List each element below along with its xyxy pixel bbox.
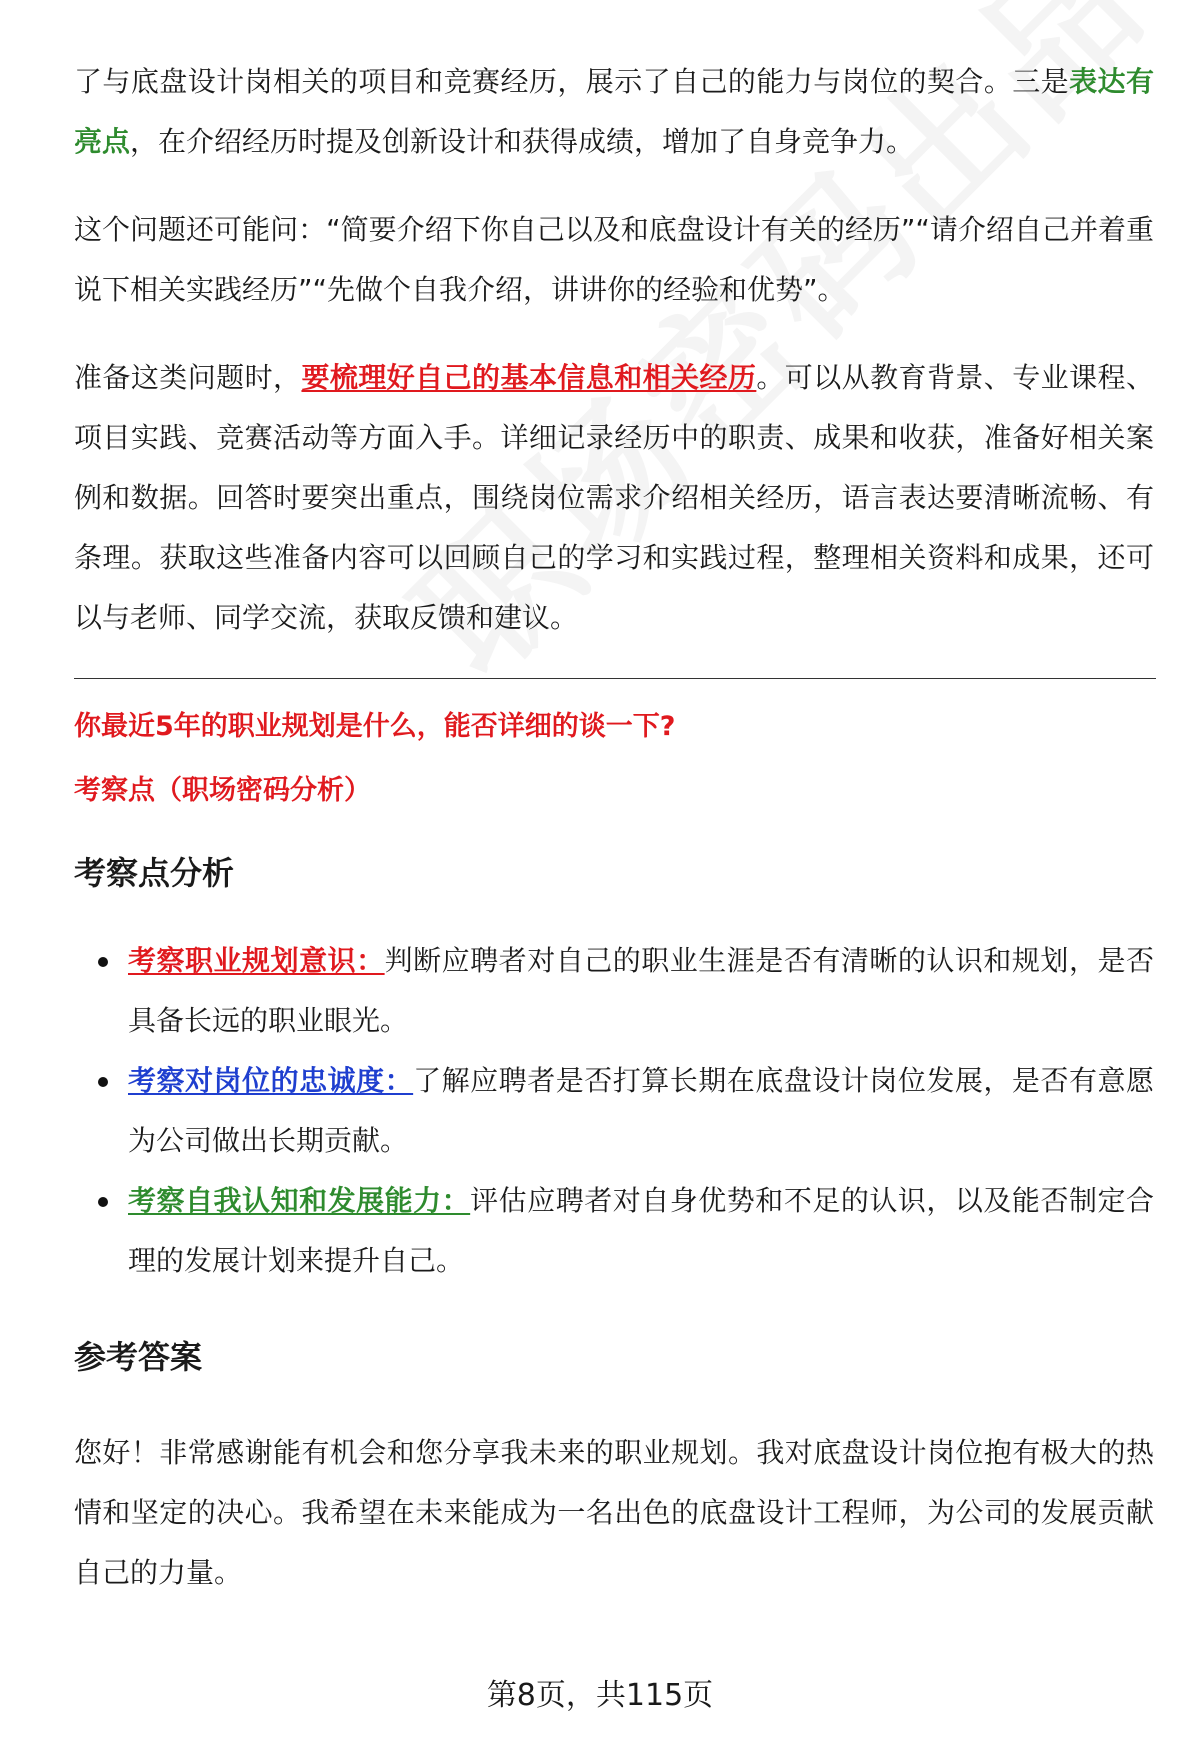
intro-tail-text-2: ，在介绍经历时提及创新设计和获得成绩，增加了自身竞争力。 [130, 125, 915, 158]
intro-tail-highlight: 表达有亮点 [74, 65, 1154, 158]
intro-tail-paragraph [74, 52, 1154, 172]
alt-questions-paragraph: 这个问题还可能问：“简要介绍下你自己以及和底盘设计有关的经历”“请介绍自己并着重说下相关实践经历”“先做个自我介绍，讲讲你的经验和优势”。 [74, 213, 1154, 306]
analysis-list [74, 931, 1154, 1291]
intro-tail-text-1: 了与底盘设计岗相关的项目和竞赛经历，展示了自己的能力与岗位的契合。三是 [74, 65, 1070, 98]
analysis-heading: 考察点分析 [74, 854, 235, 892]
question-title: 你最近5年的职业规划是什么，能否详细的谈一下? [74, 711, 676, 742]
analysis-item [74, 1051, 1154, 1171]
bullet-icon [98, 1197, 108, 1207]
analysis-item-label: 考察职业规划意识： [128, 944, 385, 977]
analysis-item-text: 评估应聘者对自身优势和不足的认识，以及能否制定合理的发展计划来提升自己。 [128, 1184, 1154, 1277]
prep-rest: 。可以从教育背景、专业课程、项目实践、竞赛活动等方面入手。详细记录经历中的职责、成果和收获，准备好相关案例和数据。回答时要突出重点，围绕岗位需求介绍相关经历，语言表达要清晰流畅、有条理。获取这些准备内容可以回顾自己的学习和实践过程，整理相关资料和成果，还可以与老师、同学交流，获取反馈和建议。 [74, 361, 1154, 634]
analysis-item [74, 931, 1154, 1051]
answer-heading: 参考答案 [74, 1338, 203, 1376]
page-number: 第8页，共115页 [486, 1678, 714, 1713]
prep-lead: 准备这类问题时， [74, 361, 302, 394]
prep-highlight: 要梳理好自己的基本信息和相关经历 [301, 361, 757, 394]
exam-point-label: 考察点（职场密码分析） [74, 775, 371, 806]
answer-paragraph: 您好！非常感谢能有机会和您分享我未来的职业规划。我对底盘设计岗位抱有极大的热情和坚定的决心。我希望在未来能成为一名出色的底盘设计工程师，为公司的发展贡献自己的力量。 [74, 1436, 1154, 1589]
analysis-item-label: 考察自我认知和发展能力： [128, 1184, 471, 1217]
analysis-item-text: 判断应聘者对自己的职业生涯是否有清晰的认识和规划，是否具备长远的职业眼光。 [128, 944, 1154, 1037]
bullet-icon [98, 1077, 108, 1087]
analysis-item-text: 了解应聘者是否打算长期在底盘设计岗位发展，是否有意愿为公司做出长期贡献。 [128, 1064, 1154, 1157]
prep-paragraph [74, 348, 1154, 648]
document-body [74, 52, 1154, 1603]
bullet-icon [98, 957, 108, 967]
analysis-item [74, 1171, 1154, 1291]
analysis-item-label: 考察对岗位的忠诚度： [128, 1064, 414, 1097]
